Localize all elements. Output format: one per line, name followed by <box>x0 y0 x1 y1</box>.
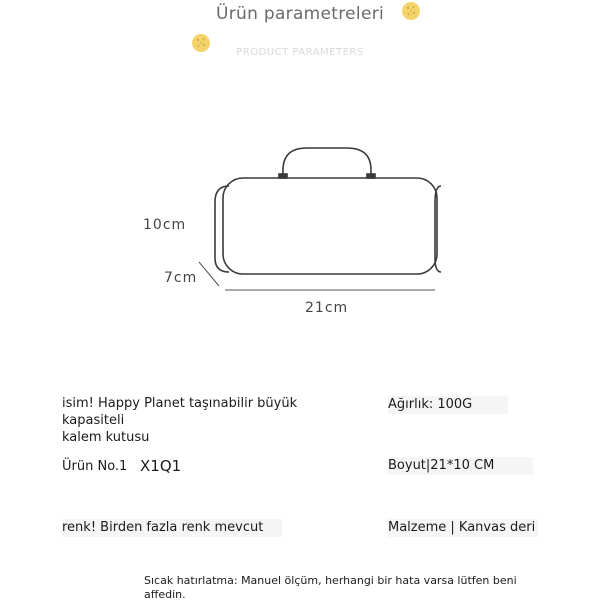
page-subtitle: PRODUCT PARAMETERS <box>236 47 364 58</box>
product-name <box>62 395 362 446</box>
color-value: renk! Birden fazla renk mevcut <box>62 520 264 535</box>
product-name-line2: kalem kutusu <box>62 430 150 445</box>
measurement-note-line2: affedin. <box>144 588 186 601</box>
weight-value: Ağırlık: 100G <box>388 397 473 412</box>
product-name-line1: isim! Happy Planet taşınabilir büyük kapasiteli <box>62 396 298 428</box>
measurement-note-line1: Sıcak hatırlatma: Manuel ölçüm, herhangi bir hata varsa lütfen beni <box>144 574 517 587</box>
size-row <box>388 457 533 475</box>
cookie-icon <box>401 1 421 21</box>
page-title: Ürün parametreleri <box>215 4 385 24</box>
product-number-value: X1Q1 <box>140 457 182 475</box>
product-number-label: Ürün No.1 <box>62 459 128 474</box>
weight-row <box>388 396 508 414</box>
pencil-case-icon <box>195 140 455 300</box>
width-label: 21cm <box>305 300 349 316</box>
size-value: Boyut|21*10 CM <box>388 458 495 473</box>
material-value: Malzeme | Kanvas deri <box>388 520 536 535</box>
depth-label: 7cm <box>164 270 198 286</box>
measurement-note <box>144 574 534 602</box>
material-row <box>388 519 538 537</box>
height-label: 10cm <box>143 217 187 233</box>
color-row <box>62 519 282 537</box>
